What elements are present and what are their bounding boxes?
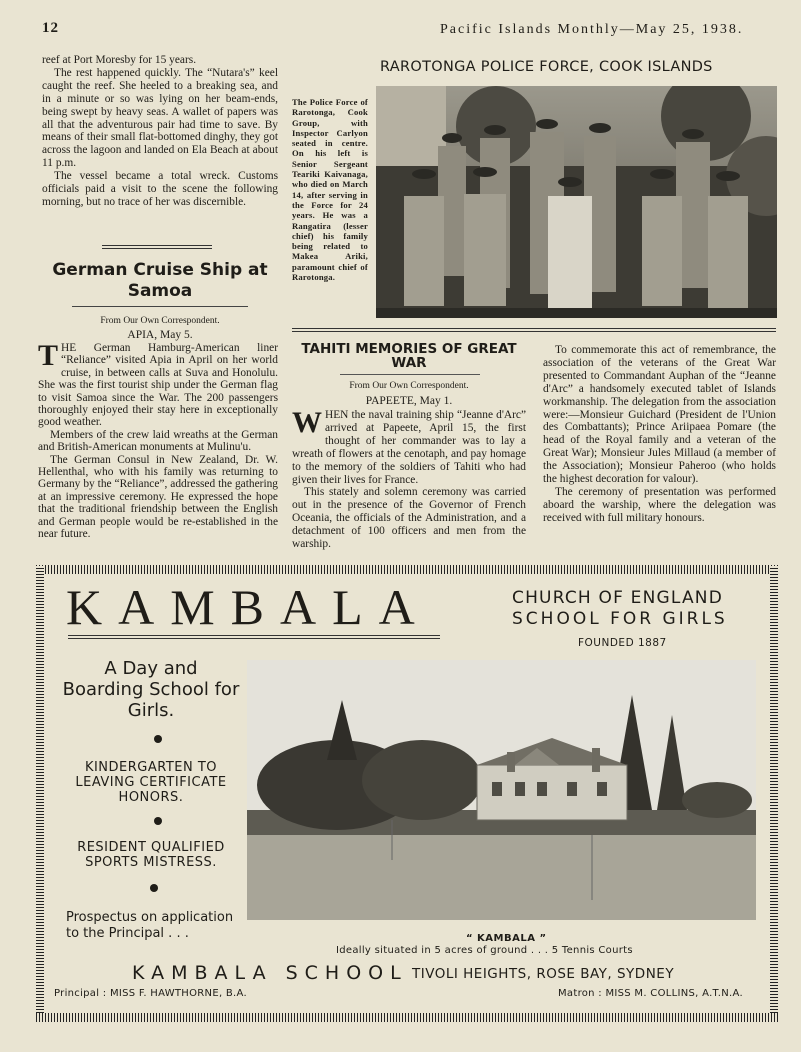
police-force-photo xyxy=(376,86,777,318)
paragraph: THE German Hamburg-American liner “Reliance” visited Apia in April on her world cruise, in between calls at Suva and Honolulu. She was the first tourist ship under the German flag to visit Samoa since the War. The 200 passengers thoroughly enjoyed their stay here in exceptionally good weather. xyxy=(38,339,278,429)
bullet xyxy=(154,735,162,743)
ad-border-left xyxy=(36,566,44,1013)
ad-border-right xyxy=(770,566,778,1013)
ad-matron: Matron : MISS M. COLLINS, A.T.N.A. xyxy=(558,988,743,999)
paragraph: The German Consul in New Zealand, Dr. W. Hellenthal, who with his family was returning to Germany by the “Reliance”, addressed the gathering at an impressive ceremony. He expressed the hope that the traditional friendship between the English and German people would be re-established in the near future. xyxy=(38,453,278,541)
paragraph: WHEN the naval training ship “Jeanne d'Arc” arrived at Papeete, April 15, the first thought of her commander was to lay a wreath of flowers at the cenotaph, and pay homage to the memory of the soldiers of Tahiti who had given their lives for France. xyxy=(292,406,526,486)
continued-article xyxy=(42,54,278,209)
ad-school-name: KAMBALA xyxy=(66,579,431,635)
divider xyxy=(72,306,248,307)
ad-tagline: A Day and Boarding School for Girls. xyxy=(62,658,240,721)
running-title: Pacific Islands Monthly—May 25, 1938. xyxy=(440,22,744,37)
page-number: 12 xyxy=(42,20,59,36)
tahiti-headline: TAHITI MEMORIES OF GREAT WAR xyxy=(301,341,517,371)
ad-border-bottom xyxy=(36,1013,778,1022)
german-dateline: APIA, May 5. xyxy=(127,329,193,341)
divider xyxy=(340,374,480,375)
paragraph: This stately and solemn ceremony was carried out in the presence of the Governor of French Oceania, the officials of the Administration, and a detachment of 100 officers and men from the warship. xyxy=(292,486,526,551)
german-headline: German Cruise Ship at Samoa xyxy=(52,260,268,301)
school-building-photo xyxy=(247,660,756,920)
tahiti-article-right xyxy=(543,344,776,525)
ad-feature-kindergarten: KINDERGARTEN TO LEAVING CERTIFICATE HONORS. xyxy=(75,760,227,805)
bullet xyxy=(154,817,162,825)
photo-title: RAROTONGA POLICE FORCE, COOK ISLANDS xyxy=(380,59,713,75)
ad-subtitle xyxy=(512,588,728,630)
ad-photo-subcaption: Ideally situated in 5 acres of ground . . . 5 Tennis Courts xyxy=(336,945,633,956)
tahiti-correspondent: From Our Own Correspondent. xyxy=(349,381,469,391)
paragraph: The ceremony of presentation was performed aboard the warship, where the delegation was received with full military honours. xyxy=(543,485,776,524)
ad-subtitle-line: CHURCH OF ENGLAND xyxy=(512,588,724,608)
ad-address: TIVOLI HEIGHTS, ROSE BAY, SYDNEY xyxy=(412,966,675,982)
paragraph: The rest happened quickly. The “Nutara's” keel caught the reef. She heeled to a breaking sea, and in a minute or so was lying on her beam-ends, being swept by heavy seas. A wallet of papers was all that the adventurous pair had time to save. By means of their small flat-bottomed dinghy, they got across the lagoon and landed on Ela Beach at about 11 p.m. xyxy=(42,66,278,170)
ad-photo-label: “ KAMBALA ” xyxy=(466,933,547,944)
tahiti-dateline: PAPEETE, May 1. xyxy=(365,395,453,407)
ad-principal: Principal : MISS F. HAWTHORNE, B.A. xyxy=(54,988,247,999)
paragraph: Members of the crew laid wreaths at the German and British-American monuments at Mulinu'u. xyxy=(38,428,278,454)
drop-cap: T xyxy=(38,339,59,372)
divider xyxy=(68,635,440,639)
ad-prospectus: Prospectus on application to the Principal . . . xyxy=(66,910,234,941)
german-article-body xyxy=(38,339,278,541)
paragraph: To commemorate this act of remembrance, the association of the veterans of the Great War presented to Commandant Auphan of the “Jeanne d'Arc” a handsomely executed tablet of Islands workmanship. The delegation from the association were:—Monsieur Guichard (President de l'Union des Combattants); Prince Ariipaea Pomare (the head of the Royal family and a veteran of the Great War); Monsieur Jules Millaud (a member of the Association); Monsieur Paheroo (who holds the highest decoration for valour). xyxy=(543,344,776,486)
ad-feature-sports: RESIDENT QUALIFIED SPORTS MISTRESS. xyxy=(77,840,225,870)
divider xyxy=(292,328,776,332)
ad-school-title: KAMBALA SCHOOL xyxy=(132,962,408,984)
ad-subtitle-line: SCHOOL FOR GIRLS xyxy=(512,609,728,629)
tahiti-article-left xyxy=(292,406,526,551)
photo-caption: The Police Force of Rarotonga, Cook Group, with Inspector Carlyon seated in centre. On his left is Senior Sergeant Teariki Kaivanaga, who died on March 14, after serving in the Force for 24 years. He was a Rangatira (lesser chief) his family being related to Makea Ariki, paramount chief of Rarotonga. xyxy=(292,97,368,283)
paragraph: reef at Port Moresby for 15 years. xyxy=(42,54,197,66)
bullet xyxy=(150,884,158,892)
paragraph: The vessel became a total wreck. Customs officials paid a visit to the scene the following morning, but no trace of her was discernible. xyxy=(42,170,278,208)
divider xyxy=(102,245,212,249)
ad-border-top xyxy=(36,565,778,574)
ad-founded: FOUNDED 1887 xyxy=(578,637,667,649)
german-correspondent: From Our Own Correspondent. xyxy=(100,316,220,326)
drop-cap: W xyxy=(292,406,322,439)
